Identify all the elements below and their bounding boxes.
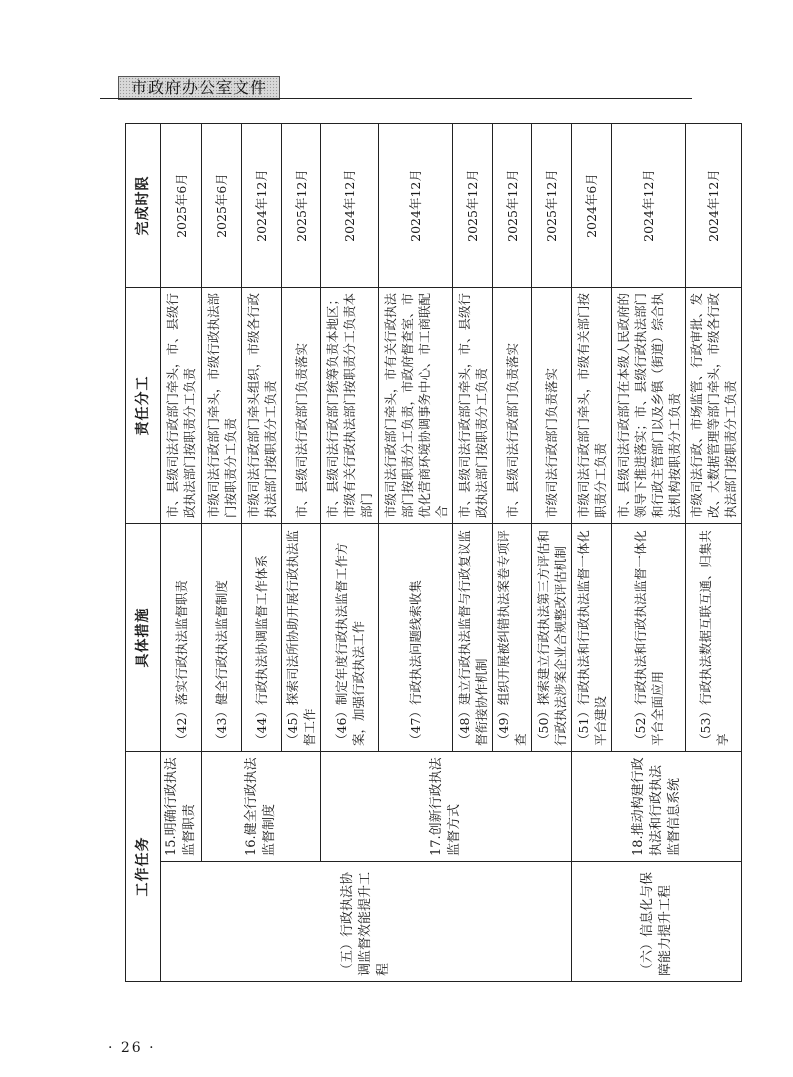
duty-cell: 市级司法行政部门牵头，市级行政执法部门按职责分工负责 [202, 288, 242, 524]
task-cell: 15.明确行政执法监督职责 [161, 752, 202, 862]
duty-cell: 市、县级司法行政部门负责落实 [282, 288, 321, 524]
duty-cell: 市级司法行政、市场监管、行政审批、发改、大数据管理等部门牵头，市级各行政执法部门按职责分工负责 [686, 288, 742, 524]
duty-cell: 市级司法行政部门牵头，市级有关部门按职责分工负责 [572, 288, 612, 524]
deadline-cell: 2025年6月 [161, 124, 202, 288]
duty-cell: 市级司法行政部门牵头，市有关行政执法部门按职责分工负责，市政府督查室、市优化营商环境协调事务中心、市工商联配合 [379, 288, 453, 524]
rotated-table-wrapper [125, 124, 738, 982]
measure-cell: （53）行政执法数据互联互通、归集共享 [686, 524, 742, 752]
deadline-cell: 2025年6月 [202, 124, 242, 288]
deadline-cell: 2024年12月 [242, 124, 282, 288]
header-rule [100, 98, 692, 99]
measure-cell: （48）建立行政执法监督与行政复议监督衔接协作机制 [453, 524, 493, 752]
measure-cell: （49）组织开展被纠错执法案卷专项评查 [493, 524, 532, 752]
deadline-cell: 2024年12月 [379, 124, 453, 288]
measure-cell: （46）制定年度行政执法监督工作方案，加强行政执法工作 [321, 524, 379, 752]
category-cell: （六）信息化与保障能力提升工程 [572, 862, 742, 982]
deadline-cell: 2024年6月 [572, 124, 612, 288]
column-header-duty: 责任分工 [126, 288, 161, 524]
task-cell: 18.推动构建行政执法和行政执法监督信息系统 [572, 752, 742, 862]
measure-cell: （45）探索司法所协助开展行政执法监督工作 [282, 524, 321, 752]
deadline-cell: 2025年12月 [453, 124, 493, 288]
duty-cell: 市、县级司法行政部门负责落实 [493, 288, 532, 524]
duty-cell: 市、县级司法行政部门在本级人民政府的领导下推进落实；市、县级行政执法部门和行政主管部门以及乡镇（街道）综合执法机构按职责分工负责 [612, 288, 686, 524]
deadline-cell: 2025年12月 [493, 124, 532, 288]
table-row [321, 124, 379, 982]
task-cell: 16.健全行政执法监督制度 [202, 752, 321, 862]
deadline-cell: 2025年12月 [282, 124, 321, 288]
column-header-measure: 具体措施 [126, 524, 161, 752]
measure-cell: （51）行政执法和行政执法监督一体化平台建设 [572, 524, 612, 752]
page-number: · 26 · [108, 1040, 156, 1056]
table-header-row [126, 124, 161, 982]
column-header-deadline: 完成时限 [126, 124, 161, 288]
duty-cell: 市级司法行政部门牵头组织，市级各行政执法部门按职责分工负责 [242, 288, 282, 524]
deadline-cell: 2024年12月 [686, 124, 742, 288]
measure-cell: （52）行政执法和行政执法监督一体化平台全面应用 [612, 524, 686, 752]
measure-cell: （50）探索建立行政执法第三方评估和行政执法涉案企业合规整改评估机制 [532, 524, 572, 752]
duty-cell: 市级司法行政部门负责落实 [532, 288, 572, 524]
measure-cell: （47）行政执法问题线索收集 [379, 524, 453, 752]
deadline-cell: 2025年12月 [532, 124, 572, 288]
task-table [125, 123, 742, 982]
duty-cell: 市、县级司法行政部门牵头，市、县级行政执法部门按职责分工负责 [161, 288, 202, 524]
document-series-tag: 市政府办公室文件 [118, 76, 280, 100]
deadline-cell: 2024年12月 [321, 124, 379, 288]
measure-cell: （43）健全行政执法监督制度 [202, 524, 242, 752]
category-cell: （五）行政执法协调监督效能提升工程 [161, 862, 572, 982]
table-row [572, 124, 612, 982]
deadline-cell: 2024年12月 [612, 124, 686, 288]
table-row [202, 124, 242, 982]
duty-cell: 市、县级司法行政部门牵头，市、县级行政执法部门按职责分工负责 [453, 288, 493, 524]
table-row [161, 124, 202, 982]
measure-cell: （42）落实行政执法监督职责 [161, 524, 202, 752]
task-cell: 17.创新行政执法监督方式 [321, 752, 572, 862]
duty-cell: 市、县级司法行政部门统筹负责本地区；市级有关行政执法部门按职责分工负责本部门 [321, 288, 379, 524]
measure-cell: （44）行政执法协调监督工作体系 [242, 524, 282, 752]
column-header-task: 工作任务 [126, 752, 161, 982]
